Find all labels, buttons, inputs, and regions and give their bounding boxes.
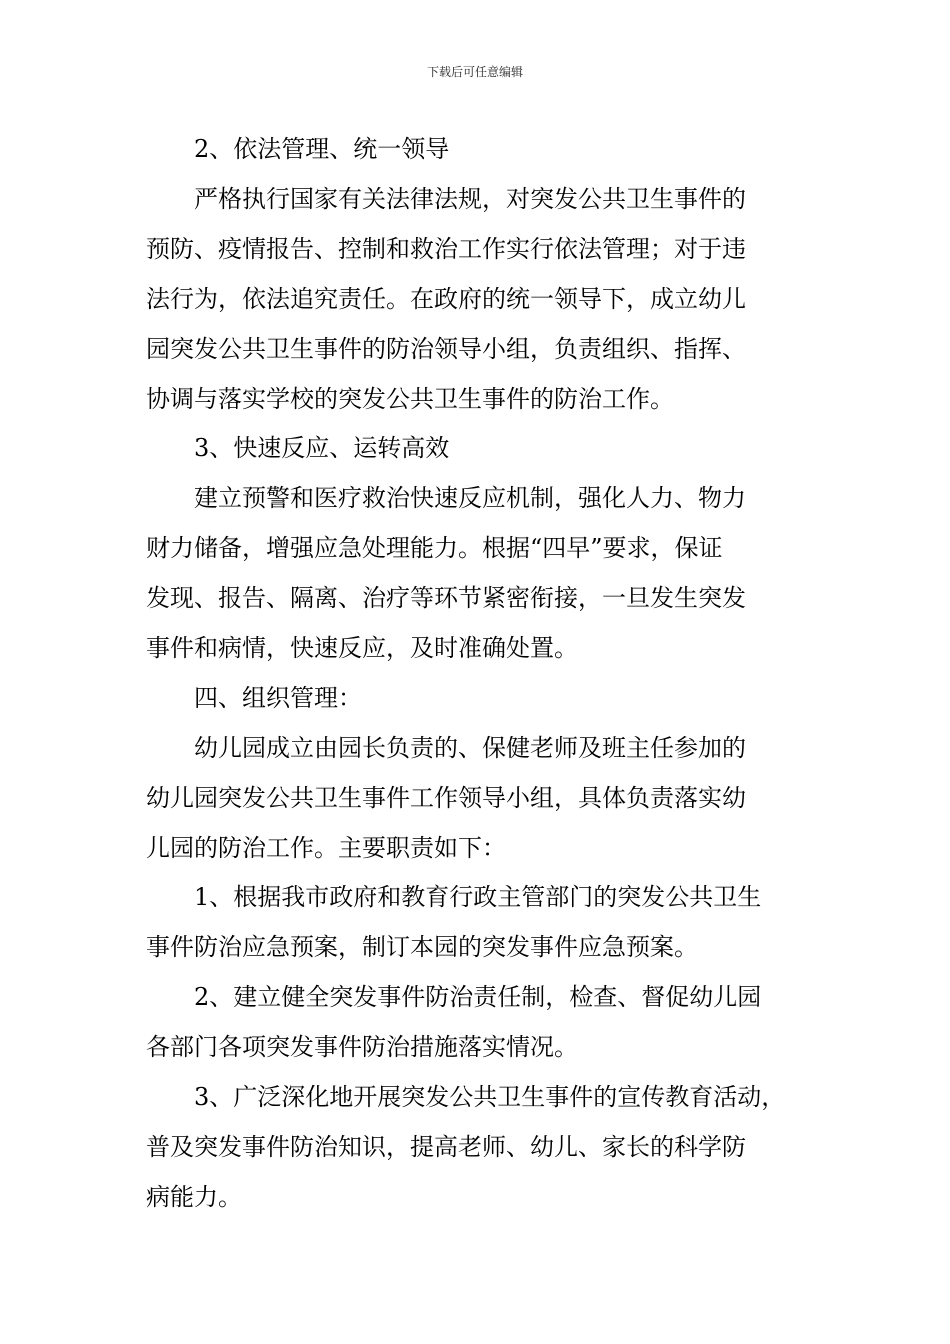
paragraph-line: 幼儿园突发公共卫生事件工作领导小组，具体负责落实幼 — [146, 784, 746, 812]
paragraph-line: 园突发公共卫生事件的防治领导小组，负责组织、指挥、 — [146, 335, 746, 363]
paragraph-line: 儿园的防治工作。主要职责如下： — [146, 834, 506, 862]
paragraph-line: 发现、报告、隔离、治疗等环节紧密衔接，一旦发生突发 — [146, 584, 746, 612]
paragraph-line: 事件和病情，快速反应，及时准确处置。 — [146, 634, 578, 662]
paragraph-line: 法行为，依法追究责任。在政府的统一领导下，成立幼儿 — [146, 285, 746, 313]
paragraph-line: 事件防治应急预案，制订本园的突发事件应急预案。 — [146, 933, 698, 961]
paragraph-line: 严格执行国家有关法律法规，对突发公共卫生事件的 — [194, 185, 746, 213]
paragraph-line: 幼儿园成立由园长负责的、保健老师及班主任参加的 — [194, 734, 746, 762]
paragraph-line: 病能力。 — [146, 1183, 242, 1211]
list-item-3: 3、广泛深化地开展突发公共卫生事件的宣传教育活动， — [194, 1083, 786, 1111]
section-heading-2: 2、依法管理、统一领导 — [194, 135, 450, 163]
list-item-2: 2、建立健全突发事件防治责任制，检查、督促幼儿园 — [194, 983, 762, 1011]
paragraph-line: 各部门各项突发事件防治措施落实情况。 — [146, 1033, 578, 1061]
page-header: 下载后可任意编辑 — [426, 65, 523, 79]
section-heading-4: 四、组织管理： — [194, 684, 362, 712]
section-heading-3: 3、快速反应、运转高效 — [194, 434, 450, 462]
paragraph-line: 建立预警和医疗救治快速反应机制，强化人力、物力 — [194, 484, 746, 512]
paragraph-line: 协调与落实学校的突发公共卫生事件的防治工作。 — [146, 385, 674, 413]
paragraph-line: 财力储备，增强应急处理能力。根据“四早”要求，保证 — [146, 534, 723, 562]
list-item-1: 1、根据我市政府和教育行政主管部门的突发公共卫生 — [194, 883, 762, 911]
paragraph-line: 预防、疫情报告、控制和救治工作实行依法管理；对于违 — [146, 235, 746, 263]
paragraph-line: 普及突发事件防治知识，提高老师、幼儿、家长的科学防 — [146, 1133, 746, 1161]
